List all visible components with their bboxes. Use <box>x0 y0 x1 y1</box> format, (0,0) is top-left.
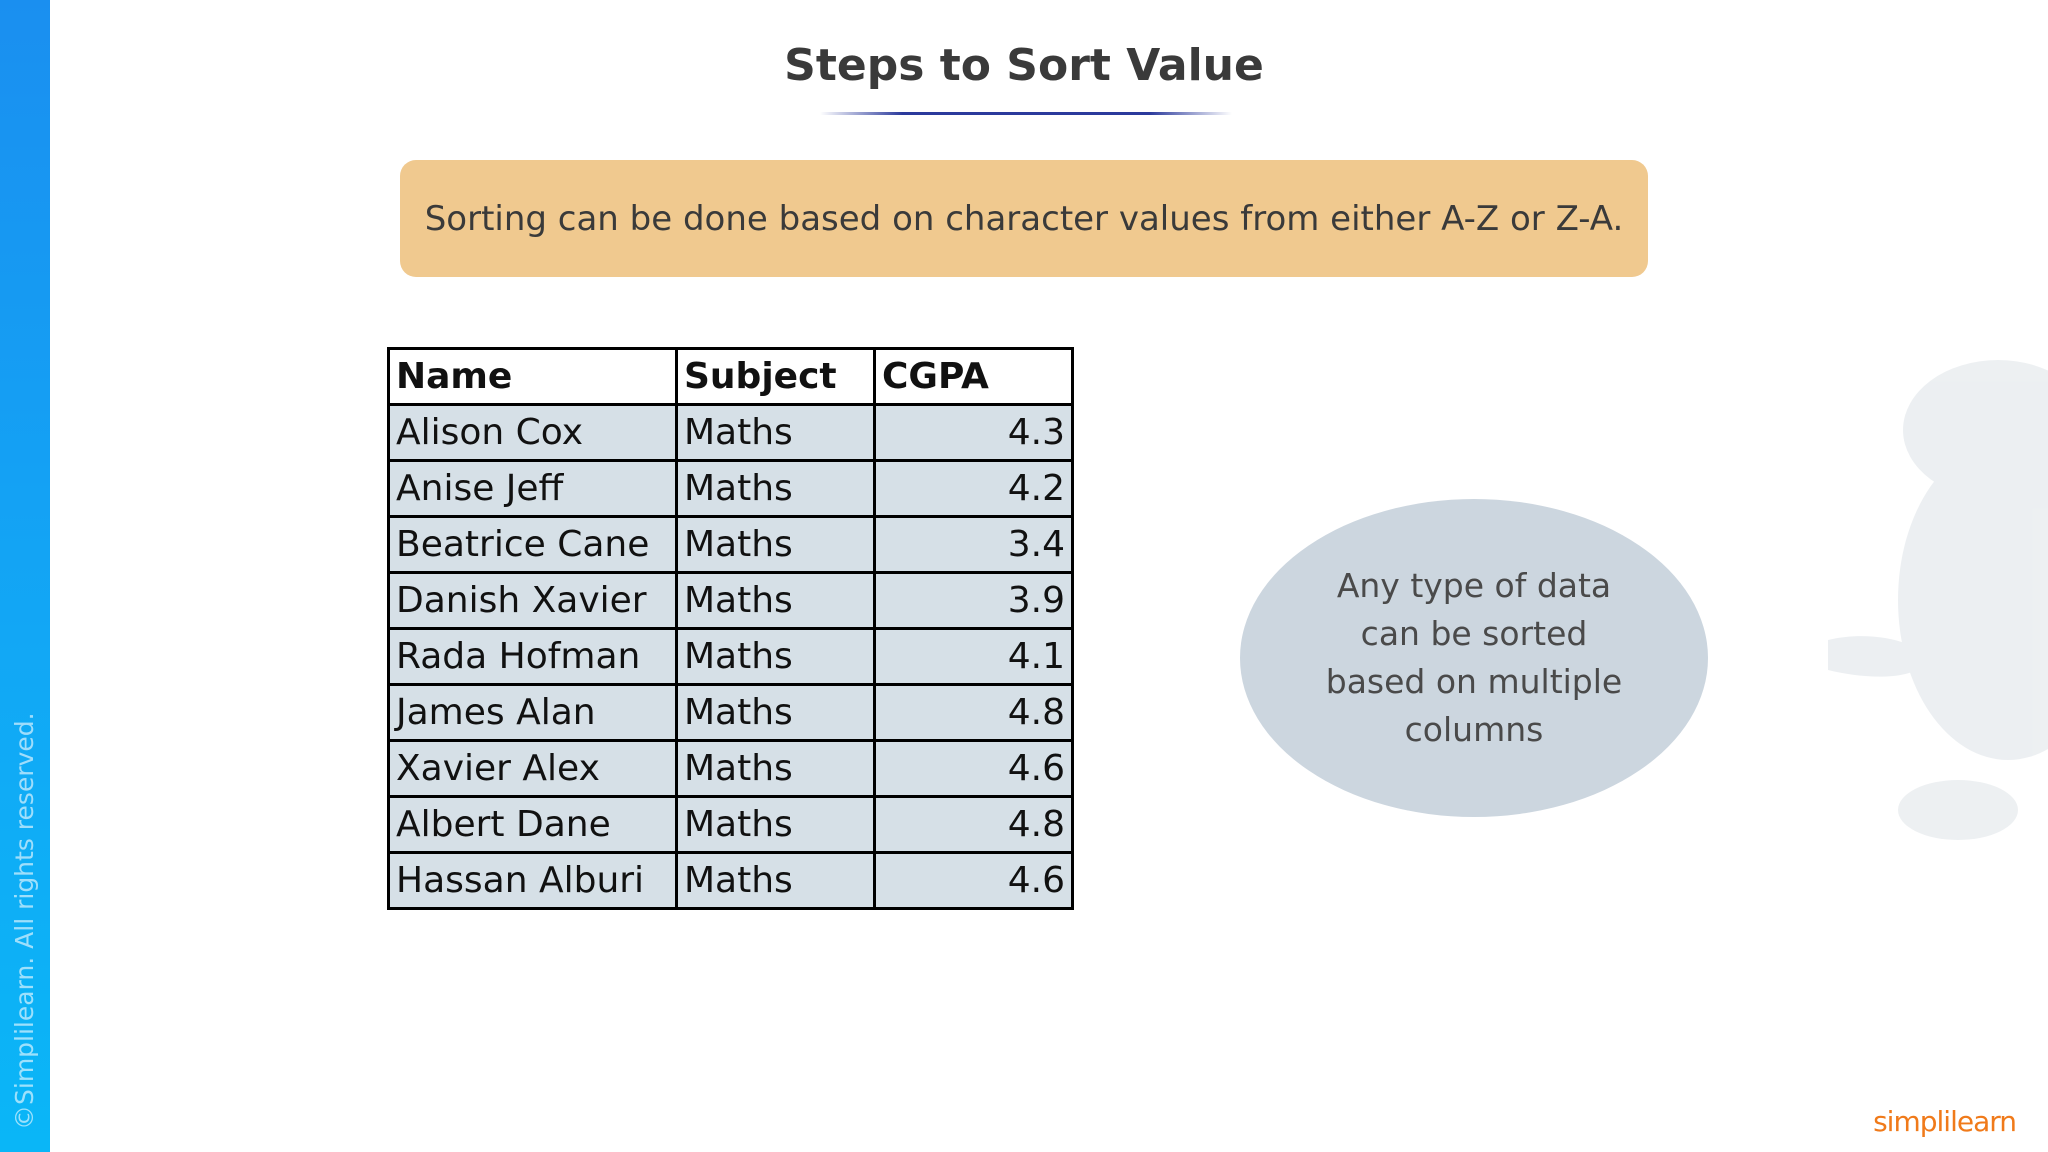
cell-name: Beatrice Cane <box>389 517 677 573</box>
banner-text: Sorting can be done based on character values from either A-Z or Z-A. <box>424 198 1624 239</box>
table-row <box>389 517 1073 573</box>
header-name: Name <box>389 349 677 405</box>
table-row <box>389 629 1073 685</box>
cell-name: Anise Jeff <box>389 461 677 517</box>
cell-name: Hassan Alburi <box>389 853 677 909</box>
info-banner <box>400 160 1648 277</box>
cell-cgpa: 4.1 <box>875 629 1073 685</box>
table-row <box>389 405 1073 461</box>
cell-name: Danish Xavier <box>389 573 677 629</box>
brand-logo: simplilearn <box>1873 1105 2016 1138</box>
cell-subject: Maths <box>677 517 875 573</box>
table-header-row <box>389 349 1073 405</box>
title-underline <box>820 112 1232 115</box>
header-subject: Subject <box>677 349 875 405</box>
cell-cgpa: 4.8 <box>875 797 1073 853</box>
cell-name: James Alan <box>389 685 677 741</box>
student-table <box>387 347 1074 910</box>
slide-title: Steps to Sort Value <box>784 40 1264 91</box>
table-row <box>389 685 1073 741</box>
cell-name: Alison Cox <box>389 405 677 461</box>
cell-subject: Maths <box>677 853 875 909</box>
copyright-text: ©Simplilearn. All rights reserved. <box>10 712 39 1130</box>
cell-subject: Maths <box>677 797 875 853</box>
cell-name: Albert Dane <box>389 797 677 853</box>
cell-subject: Maths <box>677 741 875 797</box>
table-row <box>389 797 1073 853</box>
cell-subject: Maths <box>677 629 875 685</box>
table-row <box>389 573 1073 629</box>
cell-subject: Maths <box>677 461 875 517</box>
cell-cgpa: 4.6 <box>875 741 1073 797</box>
oval-text: Any type of data can be sorted based on multiple columns <box>1325 566 1623 749</box>
cell-name: Xavier Alex <box>389 741 677 797</box>
header-cgpa: CGPA <box>875 349 1073 405</box>
info-oval <box>1240 499 1708 817</box>
cell-cgpa: 3.9 <box>875 573 1073 629</box>
cell-subject: Maths <box>677 685 875 741</box>
table-row <box>389 461 1073 517</box>
cell-cgpa: 4.3 <box>875 405 1073 461</box>
cell-cgpa: 4.8 <box>875 685 1073 741</box>
table-row <box>389 741 1073 797</box>
cell-cgpa: 4.2 <box>875 461 1073 517</box>
cell-name: Rada Hofman <box>389 629 677 685</box>
cell-subject: Maths <box>677 405 875 461</box>
table-row <box>389 853 1073 909</box>
cell-subject: Maths <box>677 573 875 629</box>
cell-cgpa: 4.6 <box>875 853 1073 909</box>
cell-cgpa: 3.4 <box>875 517 1073 573</box>
figure-watermark-icon <box>1808 340 2048 860</box>
